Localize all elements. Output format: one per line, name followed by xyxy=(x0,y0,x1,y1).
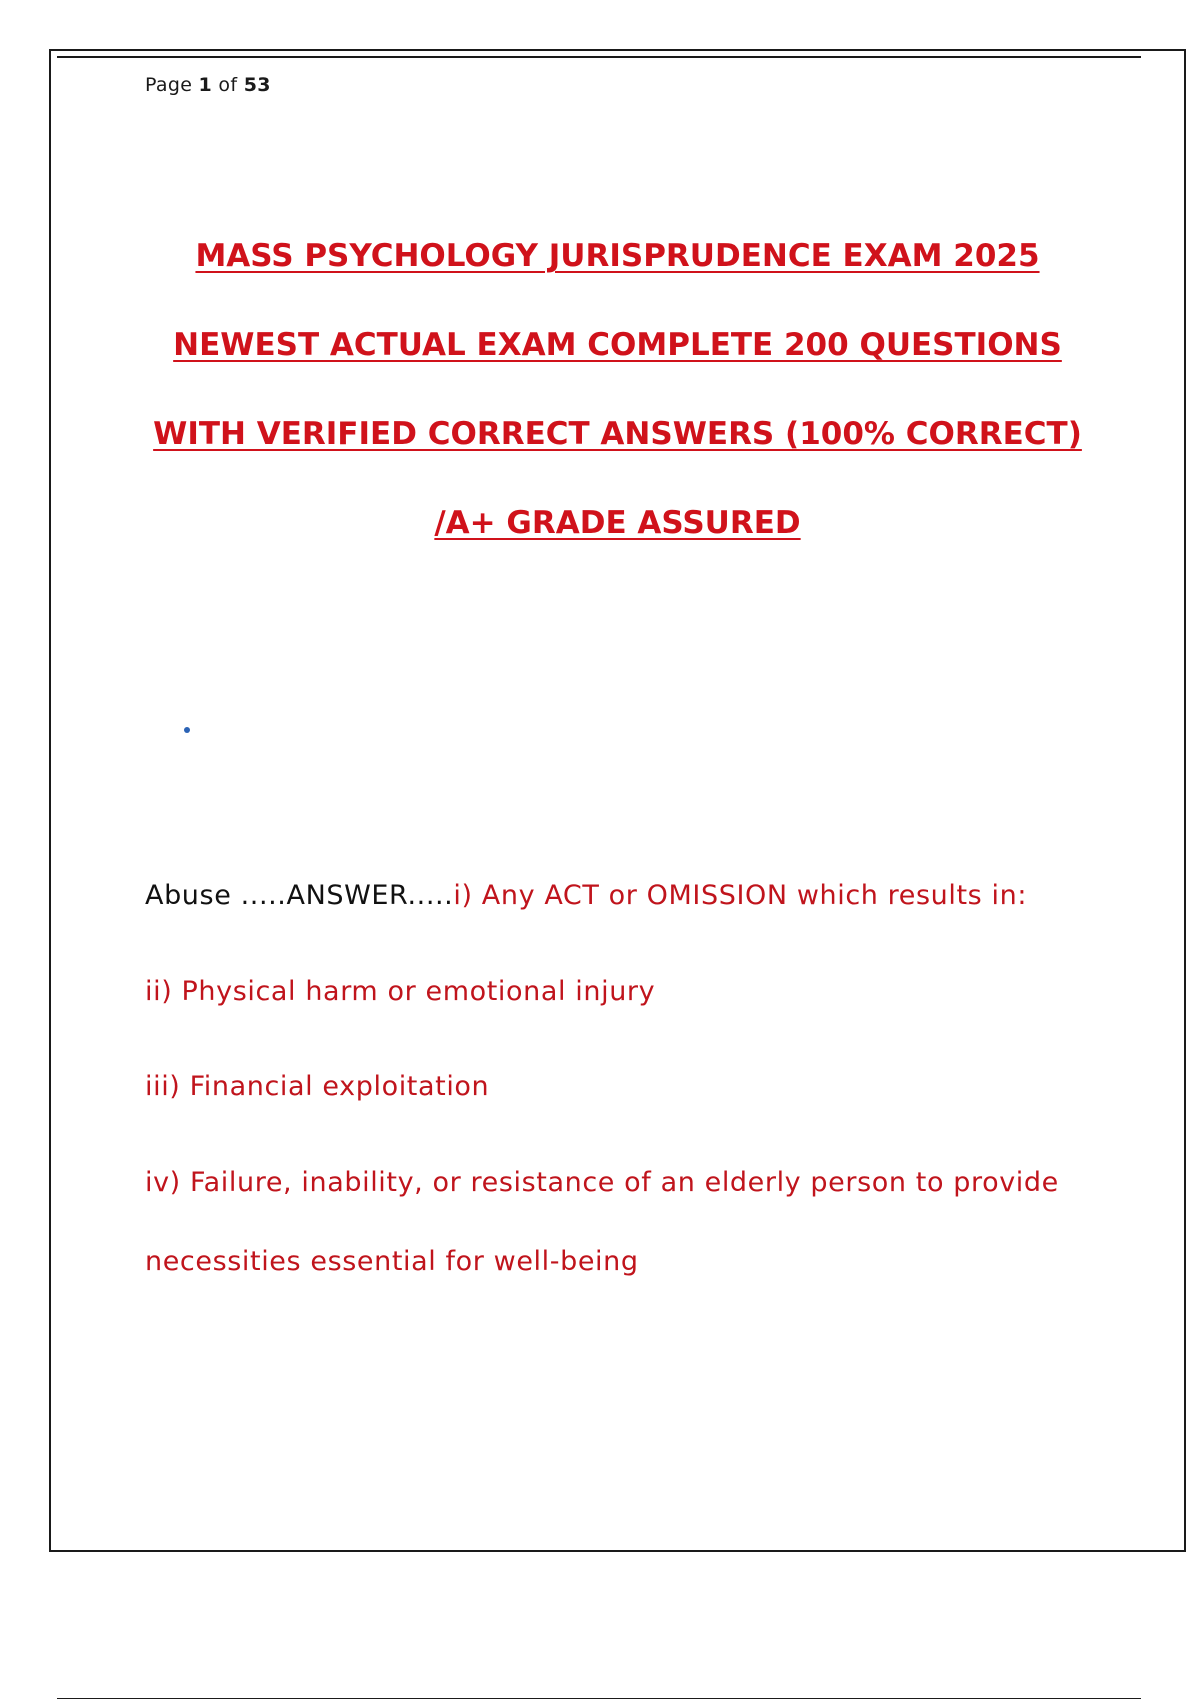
bullet-dot xyxy=(184,727,190,733)
bottom-rule xyxy=(57,1698,1141,1699)
document-title xyxy=(100,238,1135,594)
page-word: Page xyxy=(145,74,193,96)
title-line-2: NEWEST ACTUAL EXAM COMPLETE 200 QUESTIONS xyxy=(173,327,1062,363)
of-word: of xyxy=(218,74,238,96)
answer-line-3: iii) Financial exploitation xyxy=(145,1071,490,1102)
answer-line-2: ii) Physical harm or emotional injury xyxy=(145,976,656,1007)
answer-line-1: i) Any ACT or OMISSION which results in: xyxy=(453,880,1028,911)
question-text: Abuse .....ANSWER..... xyxy=(145,880,454,911)
page-current: 1 xyxy=(198,74,213,96)
page-counter xyxy=(145,74,271,96)
answer-line-4: iv) Failure, inability, or resistance of an elderly person to provide xyxy=(145,1167,1059,1198)
answer-line-5: necessities essential for well-being xyxy=(145,1246,639,1277)
title-line-3: WITH VERIFIED CORRECT ANSWERS (100% CORRECT) xyxy=(153,416,1082,452)
title-line-1: MASS PSYCHOLOGY JURISPRUDENCE EXAM 2025 xyxy=(195,238,1040,274)
page-total: 53 xyxy=(243,74,271,96)
title-line-4: /A+ GRADE ASSURED xyxy=(434,505,801,541)
qa-first-line xyxy=(145,880,1027,911)
